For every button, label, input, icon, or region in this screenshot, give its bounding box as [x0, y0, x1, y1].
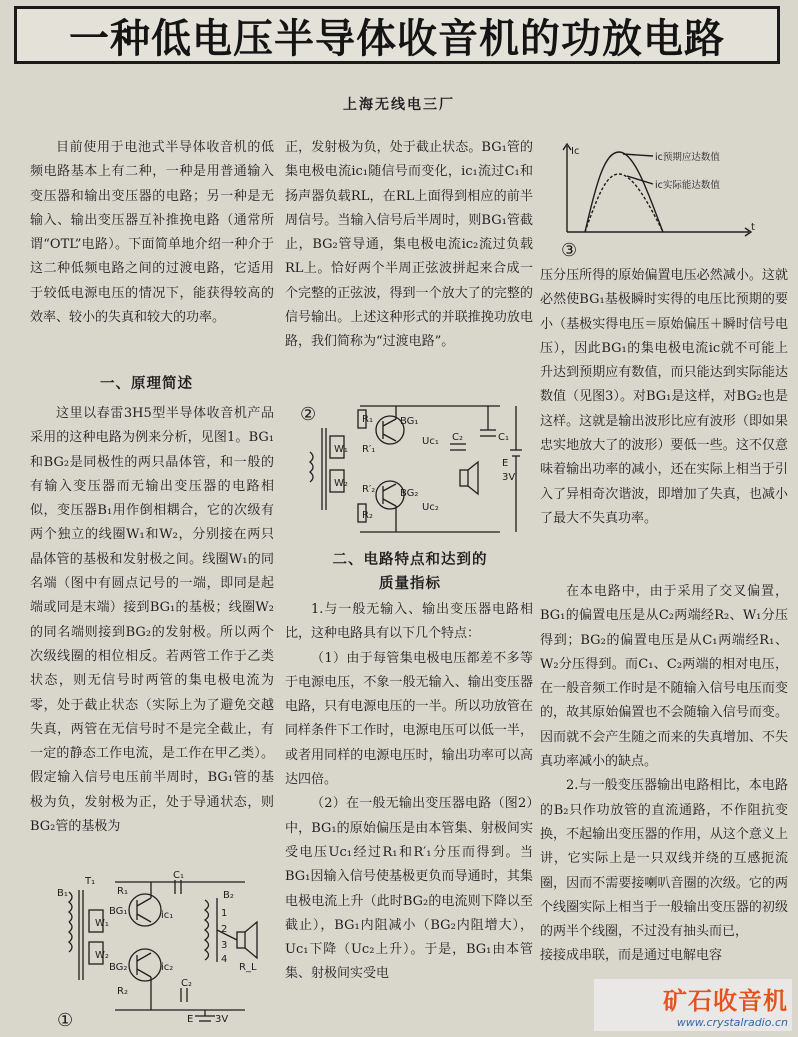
watermark-logo: 矿石收音机 [663, 987, 788, 1015]
fig2-label-r2: R₂ [362, 510, 373, 521]
fig1-label-e: E [187, 1014, 194, 1025]
fig2-label-uc1: Uc₁ [422, 436, 439, 447]
fig1-label-pin1: 1 [221, 908, 228, 919]
fig1-label-t1: T₁ [85, 876, 96, 887]
column-1-intro [30, 136, 274, 330]
column-3-bottom [540, 580, 788, 969]
fig2-label-c1: C₁ [498, 432, 509, 443]
fig2-label-uc2: Uc₂ [422, 502, 439, 513]
intro-paragraph: 目前使用于电池式半导体收音机的低频电路基本上有二种，一种是用普通输入变压器和输出变压器的电路；另一种是无输入、输出变压器互补推挽电路（通常所谓“OTL”电路）。下面简单地介绍一种介于这二种低频电路之间的过渡电路，它适用于较低电源电压的情况下，能获得较高的效率、较小的失真和较大的功率。 [30, 140, 274, 326]
fig1-label-bg1: BG₁ [109, 906, 128, 917]
section-2-heading [290, 548, 530, 596]
fig1-label-w2: W₂ [95, 950, 109, 961]
figure-3-waveform [553, 140, 783, 262]
fig1-label-c1: C₁ [173, 870, 184, 881]
site-watermark [594, 979, 792, 1031]
fig1-label-r1: R₁ [117, 886, 128, 897]
fig2-label-e: E [502, 458, 509, 469]
figure-1-circuit [55, 870, 270, 1032]
fig1-label-ic2: ic₂ [161, 962, 174, 973]
fig1-label-rl: R_L [239, 962, 257, 973]
fig2-label-bg2: BG₂ [400, 488, 419, 499]
fig1-label-c2: C₂ [181, 978, 192, 989]
col3-cross-bias-paragraph: 在本电路中，由于采用了交叉偏置，BG₁的偏置电压是从C₂两端经R₂、W₁分压得到；BG₂的偏置电压是从C₁两端经R₁、W₂分压得到。而C₁、C₂两端的相对电压，在一般音频工作时是不随输入信号电压而变的，故其原始偏置也不会随输入信号而变。因而就不会产生随之而来的失真增加、不失真功率减小的缺点。 [540, 584, 788, 770]
fig1-label-b1: B₁ [57, 888, 68, 899]
fig1-label-pin2: 2 [221, 924, 228, 935]
fig1-label-pin4: 4 [221, 954, 228, 965]
figure-2-circuit [300, 400, 532, 540]
fig2-label-w1: W₁ [334, 444, 348, 455]
col3-tail-text: 接接成串联，而是通过电解电容 [540, 948, 723, 964]
fig3-y-axis-label: Ic [571, 146, 580, 157]
col3-transformer-paragraph: 2.与一般变压器输出电路相比，本电路的B₂只作功放管的直流通路，不作阻抗变换，不起输出变压器的作用，从这个意义上讲，它实际上是一只双线并绕的互感扼流圈，因而不需要接喇叭音圈的次级。它的两个线圈实际上相当于一般输出变压器的初级的两半个线圈，不过没有抽头而已， [540, 778, 788, 940]
fig2-label-w2: W₂ [334, 478, 348, 489]
fig3-number: ③ [561, 240, 578, 261]
fig3-curve-actual-label: ic实际能达数值 [655, 180, 720, 191]
watermark-url: www.crystalradio.cn [676, 1016, 788, 1029]
fig2-label-r1: R₁ [362, 414, 373, 425]
section-2-heading-line2: 质量指标 [379, 576, 441, 592]
fig1-label-bg2: BG₂ [109, 962, 128, 973]
col2-feature-2: （2）在一般无输出变压器电路（图2）中，BG₁的原始偏压是由本管集、射极间实受电压Uc₁经过R₁和R′₁分压而得到。当BG₁因输入信号使基极更负而导通时，其集电极电流上升（此时BG₂的电流则下降以至截止），BG₁内阻减小（BG₂内阻增大），Uc₁下降（Uc₂上升）。于是，BG₁由本管集、射极间实受电 [285, 796, 533, 982]
fig2-label-3v: 3V [502, 472, 516, 483]
article-title: 一种低电压半导体收音机的功放电路 [69, 15, 725, 62]
col2-top-paragraph: 正，发射极为负，处于截止状态。BG₁管的集电极电流ic₁随信号而变化，ic₁流过C₁和扬声器负载RL，在RL上面得到相应的前半周信号。当输入信号后半周时，则BG₁管截止，BG₂管导通，集电极电流ic₂流过负载RL上。恰好两个半周正弦波拼起来合成一个完整的正弦波，得到一个放大了的完整的信号输出。上述这种形式的并联推挽功放电路，我们简称为“过渡电路”。 [285, 140, 533, 350]
section-1-heading: 一、原理简述 [100, 376, 193, 392]
fig2-number: ② [300, 404, 317, 425]
fig3-curve-expected-label: ic预期应达数值 [655, 152, 720, 163]
column-2-bottom [285, 598, 533, 987]
column-1-principle [30, 402, 274, 839]
column-2-top [285, 136, 533, 355]
fig1-label-3v: 3V [215, 1014, 229, 1025]
fig1-number: ① [57, 1010, 74, 1031]
fig1-label-pin3: 3 [221, 940, 228, 951]
fig1-label-w1: W₁ [95, 918, 109, 929]
author-line: 上海无线电三厂 [343, 97, 455, 113]
title-banner [14, 6, 780, 64]
col2-features-intro: 1.与一般无输入、输出变压器电路相比，这种电路具有以下几个特点： [285, 602, 533, 642]
fig3-x-axis-label: t [751, 222, 755, 233]
fig2-label-r1p: R′₁ [362, 444, 376, 455]
col2-feature-1: （1）由于每管集电极电压都差不多等于电源电压，不象一般无输入、输出变压器电路，只有电源电压的一半。所以功放管在同样条件下工作时，电源电压可以低一半，或者用同样的电源电压时，输出功率可以高达四倍。 [285, 650, 533, 788]
section-2-heading-line1: 二、电路特点和达到的 [332, 552, 488, 568]
column-3-top [540, 264, 788, 531]
fig2-label-c2: C₂ [452, 432, 463, 443]
fig1-label-ic1: ic₁ [161, 910, 174, 921]
fig2-label-bg1: BG₁ [400, 416, 419, 427]
fig2-label-r2p: R′₂ [362, 484, 376, 495]
principle-paragraph: 这里以春雷3H5型半导体收音机产品采用的这种电路为例来分析，见图1。BG₁和BG₂是同极性的两只晶体管，和一般的有输入变压器而无输出变压器的电路相似，变压器B₁用作倒相耦合，它的次级有两个独立的线圈W₁和W₂，分别接在两只晶体管的基极和发射极之间。线圈W₁的同名端（图中有圆点记号的一端，即同是起端或同是末端）接到BG₁的基极；线圈W₂的同名端则接到BG₂的发射极。所以两个次级线圈的相位相反。若两管工作于乙类状态，则无信号时两管的集电极电流为零，处于截止状态（实际上为了避免交越失真，两管在无信号时不是完全截止，有一定的静态工作电流，是工作在甲乙类）。假定输入信号电压前半周时，BG₁管的基极为负，发射极为正，处于导通状态，则BG₂管的基极为 [30, 406, 274, 835]
fig1-label-r2: R₂ [117, 986, 128, 997]
fig1-label-b2: B₂ [223, 890, 234, 901]
col3-top-paragraph: 压分压所得的原始偏置电压必然减小。这就必然使BG₁基极瞬时实得的电压比预期的要小（基极实得电压＝原始偏压＋瞬时信号电压），因此BG₁的集电极电流ic就不可能上升达到预期应有数值，而只能达到实际能达数值（见图3）。对BG₁是这样，对BG₂也是这样。这就是输出波形比应有波形（即如果忠实地放大了的波形）要低一些。这不仅意味着输出功率的减小，还在实际上相当于引入了异相奇次谐波，即增加了失真，也减小了最大不失真功率。 [540, 268, 788, 526]
